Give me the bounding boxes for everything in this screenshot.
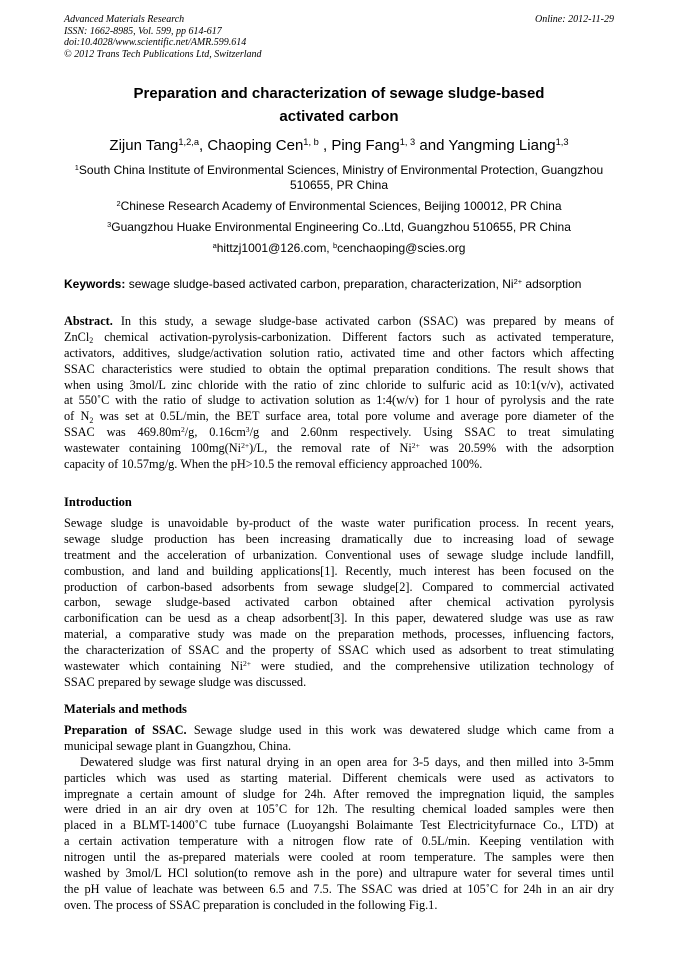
text-run: ZnCl: [64, 329, 90, 344]
text-run: was 20.59% with the adsorption: [419, 441, 614, 456]
methods-line: washed by 3mol/L HCl solution(to remove ash in the pore) and ultrapure water for several times until: [64, 866, 614, 881]
journal-name: Advanced Materials Research: [64, 14, 185, 25]
intro-line: combustion, and land and building applications[1]. Recently, much interest has been focused on the: [64, 563, 614, 578]
doi: doi:10.4028/www.scientific.net/AMR.599.614: [64, 37, 247, 49]
abstract-line: when using 3mol/L zinc chloride with the ratio of zinc chloride to sulfuric acid as 10:1(v/v), activated: [64, 377, 614, 392]
intro-line: production of carbon-based adsorbents from sewage sludge[2]. Compared to commercial activated: [64, 579, 614, 594]
text-run: SSAC was 469.80m: [64, 425, 181, 440]
abstract-line: [64, 314, 614, 330]
author-affil-sup: 1, 3: [399, 137, 416, 148]
affil-sup: 2: [116, 199, 121, 209]
abstract-line: SSAC characteristics were studied to obtain the optimal preparation conditions. The result shows that: [64, 361, 614, 376]
subsection-label: Preparation of SSAC.: [64, 723, 187, 737]
intro-line: Sewage sludge is unavoidable by-product of the waste water purification process. In recent years,: [64, 516, 614, 530]
text-run: /g and 2.60nm respectively. Using SSAC to treat simulating: [249, 425, 615, 440]
author-affil-sup: 1,3: [555, 137, 569, 148]
text-sup: 2+: [242, 659, 252, 669]
methods-line: municipal sewage plant in Guangzhou, China.: [64, 738, 292, 753]
author-name: Yangming Liang: [448, 137, 556, 154]
author-name: Chaoping Cen: [207, 137, 304, 154]
affil-text: Chinese Research Academy of Environmental Sciences, Beijing 100012, PR China: [120, 199, 562, 213]
keywords-label: Keywords:: [64, 277, 126, 291]
affil-sup: 1: [74, 163, 79, 173]
text-run: In this study, a sewage sludge-base activated carbon (SSAC) was prepared by means of: [112, 314, 614, 328]
journal-header: [64, 14, 614, 60]
affil-text: 510655, PR China: [289, 178, 389, 192]
methods-body: [64, 723, 614, 914]
intro-line: treatment and the acceleration of urbanization. Conventional uses of sewage sludge include landfill,: [64, 547, 614, 562]
email-sup: b: [332, 241, 338, 251]
email-a[interactable]: hittzj1001@126.com,: [216, 241, 333, 255]
affil-text: Guangzhou Huake Environmental Engineering Co..Ltd, Guangzhou 510655, PR China: [111, 220, 571, 234]
text-sup: 2+: [411, 441, 420, 451]
author-name: Ping Fang: [331, 137, 400, 154]
text-run: Sewage sludge used in this work was dewatered sludge which came from a: [186, 723, 615, 737]
keywords-text: sewage sludge-based activated carbon, preparation, characterization, Ni: [125, 277, 514, 291]
introduction-heading: Introduction: [64, 495, 132, 509]
text-run: wastewater containing 100mg(Ni: [64, 441, 242, 456]
methods-line: impregnate a certain amount of sludge for 24h. After removed the impregnation liquid, the samples: [64, 786, 614, 801]
text-run: was set at 0.5L/min, the BET surface area, total pore volume and average pore diameter of the: [93, 409, 614, 424]
methods-line: oven. The process of SSAC preparation is concluded in the following Fig.1.: [64, 897, 438, 912]
methods-line: the pH value of leachate was between 6.5 and 7.5. The SSAC was dried at 105˚C for 24h in an air dry: [64, 881, 614, 896]
abstract-line: at 550˚C with the ratio of sludge to activation solution as 1:4(w/v) for 1 hour of pyrolysis and the rate: [64, 393, 614, 408]
author-affil-sup: 1, b: [303, 137, 319, 148]
methods-line: placed in a BLMT-1400˚C tube furnace (Luoyangshi Bolaimante Test Electricityfurnace Co., LTD) at: [64, 818, 614, 833]
intro-line: SSAC prepared by sewage sludge was discussed.: [64, 674, 307, 689]
methods-line: [64, 723, 614, 739]
author-name: Zijun Tang: [109, 137, 179, 154]
text-sup: 2+: [241, 441, 250, 451]
text-sup: 3: [245, 425, 250, 435]
title-line-1: Preparation and characterization of sewage sludge-based: [133, 85, 545, 102]
affil-text: South China Institute of Environmental Sciences, Ministry of Environmental Protection, Guangzhou: [78, 163, 604, 177]
intro-line: [64, 659, 614, 675]
abstract-line: capacity of 10.57mg/g. When the pH>10.5 the removal efficiency approached 100%.: [64, 457, 483, 472]
text-sub: 2: [89, 415, 94, 425]
abstract-line: activators, additives, sludge/activation solution ratio, activated time and other factors which affecting: [64, 345, 614, 360]
keywords-sup: 2+: [513, 277, 523, 287]
text-run: were studied, and the comprehensive utilization technology of: [251, 659, 614, 674]
text-run: )/L, the removal rate of Ni: [249, 441, 412, 456]
text-sup: 2: [180, 425, 185, 435]
abstract-line: [64, 425, 614, 441]
abstract-label: Abstract.: [64, 314, 113, 328]
text-run: of N: [64, 409, 90, 424]
methods-line: Dewatered sludge was first natural drying in an open area for 3-5 days, and then milled into 3-5mm: [80, 754, 614, 769]
author-list: Zijun Tang$^{1,2,a}$, Chaoping Cen$^{1, b}$ , Ping Fang$^{1, 3}$ and Yangming Liang$^{1,3}$: [109, 137, 569, 154]
affiliation-1: [64, 163, 614, 193]
keywords-tail: adsorption: [522, 277, 582, 291]
email-sup: a: [212, 241, 217, 251]
methods-line: nitrogen until the as-prepared materials were cooled at room temperature. The samples were then: [64, 850, 614, 865]
keywords: [64, 277, 614, 292]
methods-line: particles which was used as starting material. Different chemicals were used as activators to: [64, 770, 614, 785]
introduction-body: [64, 516, 614, 691]
abstract-line: [64, 409, 614, 425]
abstract-line: [64, 441, 614, 457]
methods-heading: Materials and methods: [64, 702, 187, 716]
title-line-2: activated carbon: [279, 108, 399, 125]
intro-line: carbonification can be uesd as a cheap adsorbent[3]. In this paper, dewatered sludge was use as raw: [64, 611, 614, 626]
intro-line: the characterization of SSAC and the property of SSAC which used as adsorbent to treat stimulating: [64, 643, 614, 658]
abstract-line: [64, 330, 614, 346]
online-date: Online: 2012-11-29: [535, 14, 614, 25]
text-run: chemical activation-pyrolysis-carbonization. Different factors such as activated temperature,: [93, 329, 614, 344]
methods-line: were dried in an air dry oven at 105˚C for 12h. The resulting chemical loaded samples were then: [64, 802, 614, 817]
email-b[interactable]: cenchaoping@scies.org: [337, 241, 466, 255]
affil-sup: 3: [107, 220, 112, 230]
abstract: [64, 314, 614, 473]
intro-line: carbon, sewage sludge-based activated carbon obtained after chemical activation pyrolysis: [64, 595, 614, 610]
author-affil-sup: 1,2,a: [178, 137, 200, 148]
intro-line: sewage sludge production has been increasing dramatically due to increasing load of sewage: [64, 531, 614, 546]
affiliation-3: [64, 220, 614, 235]
text-sub: 2: [89, 336, 94, 346]
affiliation-2: [64, 199, 614, 214]
copyright: © 2012 Trans Tech Publications Ltd, Switzerland: [64, 48, 262, 60]
paper-title: [64, 82, 614, 128]
intro-line: material, a comparative study was made on the preparation methods, processes, influencing factors,: [64, 627, 614, 642]
author-emails: [64, 241, 614, 256]
text-run: wastewater which containing Ni: [64, 659, 243, 674]
methods-line: a certain activation temperature with a nitrogen flow rate of 0.5L/min. Keeping ventilation with: [64, 834, 614, 849]
text-run: /g, 0.16cm: [184, 425, 246, 440]
issn: ISSN: 1662-8985, Vol. 599, pp 614-617: [64, 25, 222, 37]
